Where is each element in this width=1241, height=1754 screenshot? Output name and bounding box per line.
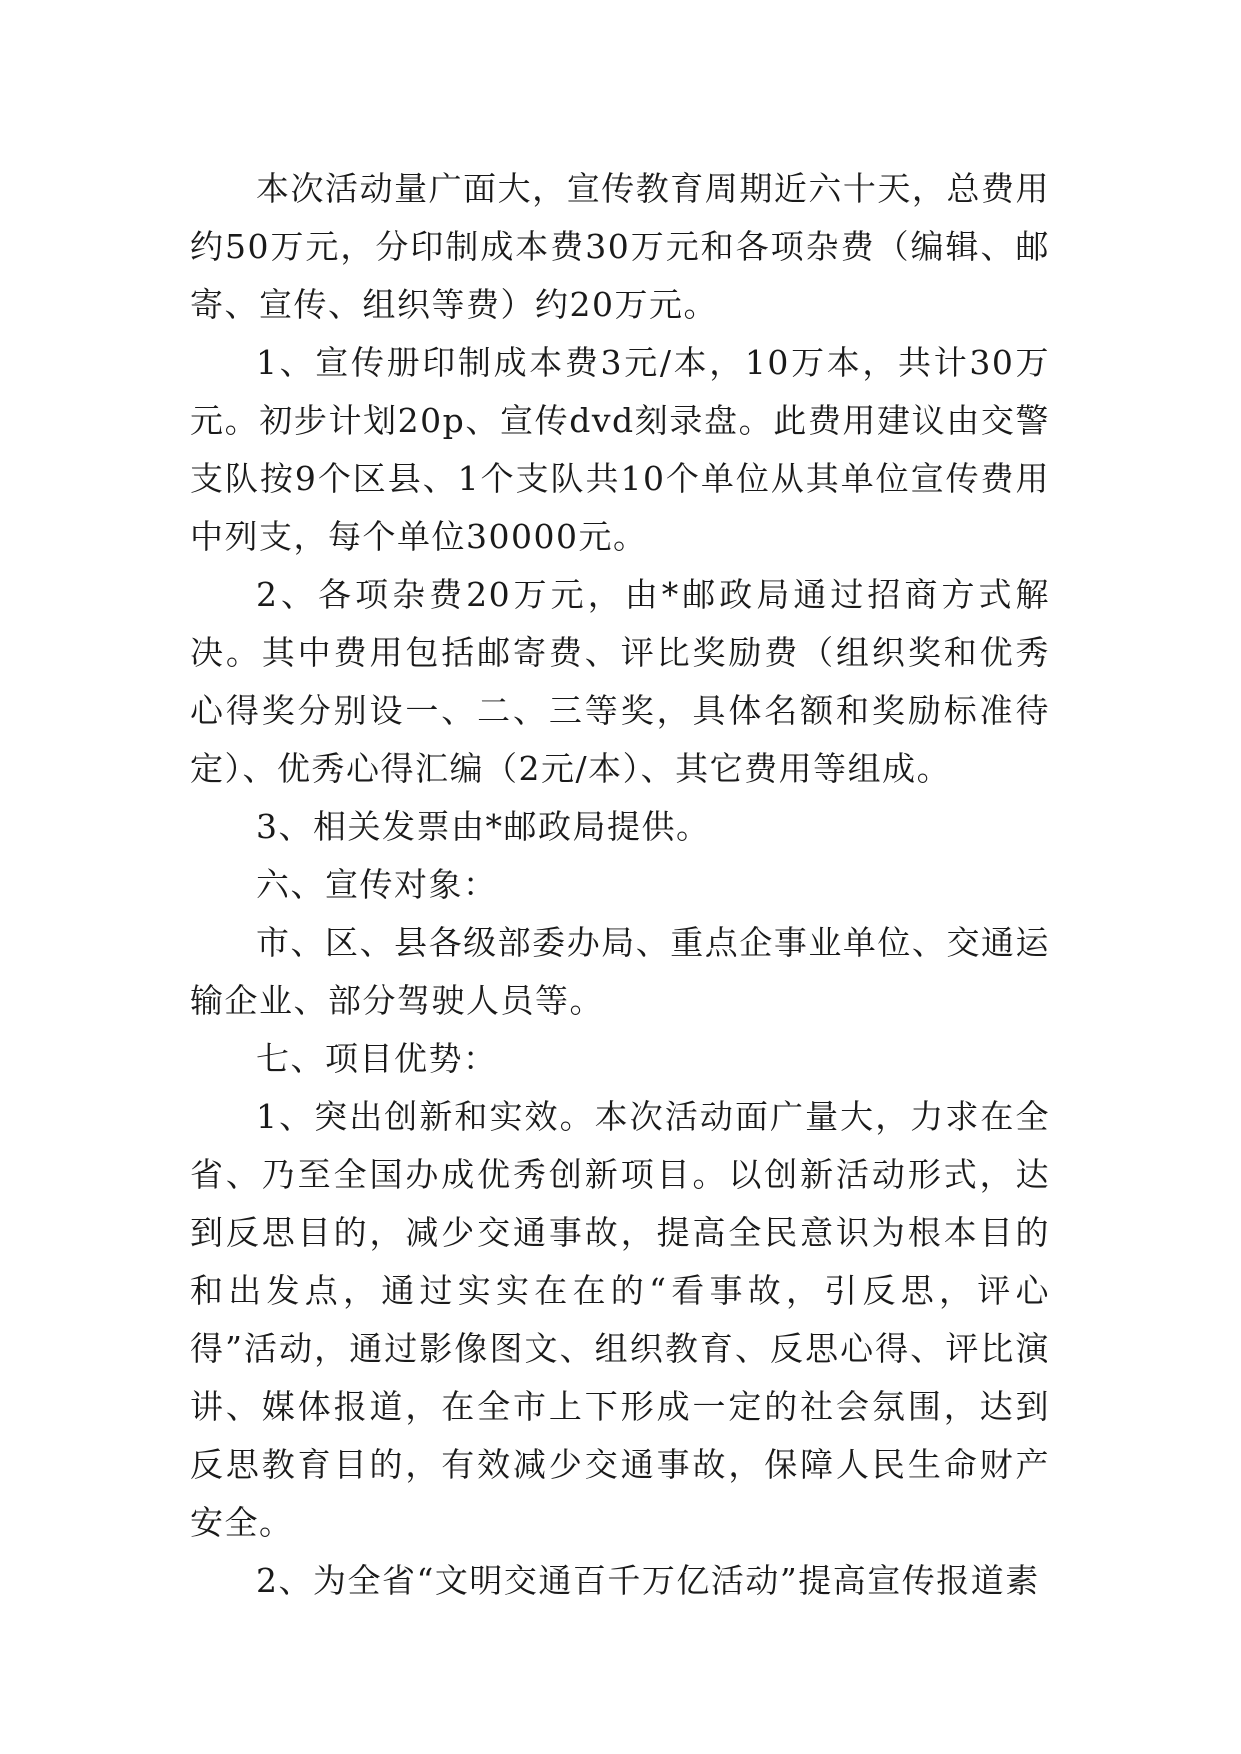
paragraph-advantage-2: 2、为全省“文明交通百千万亿活动”提高宣传报道素 [256,1561,1040,1600]
document-body [190,160,1050,1610]
paragraph-audience: 市、区、县各级部委办局、重点企事业单位、交通运输企业、部分驾驶人员等。 [190,923,1050,1020]
section-heading-advantages: 七、项目优势： [256,1039,498,1078]
section-heading-audience: 六、宣传对象： [256,865,498,904]
paragraph-printing-cost: 1、宣传册印制成本费3元/本，10万本，共计30万元。初步计划20p、宣传dvd刻录盘。此费用建议由交警支队按9个区县、1个支队共10个单位从其单位宣传费用中列支，每个单位30000元。 [190,343,1050,556]
paragraph-advantage-1: 1、突出创新和实效。本次活动面广量大，力求在全省、乃至全国办成优秀创新项目。以创新活动形式，达到反思目的，减少交通事故，提高全民意识为根本目的和出发点，通过实实在在的“看事故，引反思，评心得”活动，通过影像图文、组织教育、反思心得、评比演讲、媒体报道，在全市上下形成一定的社会氛围，达到反思教育目的，有效减少交通事故，保障人民生命财产安全。 [190,1097,1050,1542]
paragraph-misc-fees: 2、各项杂费20万元，由*邮政局通过招商方式解决。其中费用包括邮寄费、评比奖励费（组织奖和优秀心得奖分别设一、二、三等奖，具体名额和奖励标准待定）、优秀心得汇编（2元/本）、其它费用等组成。 [190,575,1050,788]
paragraph-invoice: 3、相关发票由*邮政局提供。 [256,807,711,846]
paragraph-budget-overview: 本次活动量广面大，宣传教育周期近六十天，总费用约50万元，分印制成本费30万元和各项杂费（编辑、邮寄、宣传、组织等费）约20万元。 [190,169,1050,324]
